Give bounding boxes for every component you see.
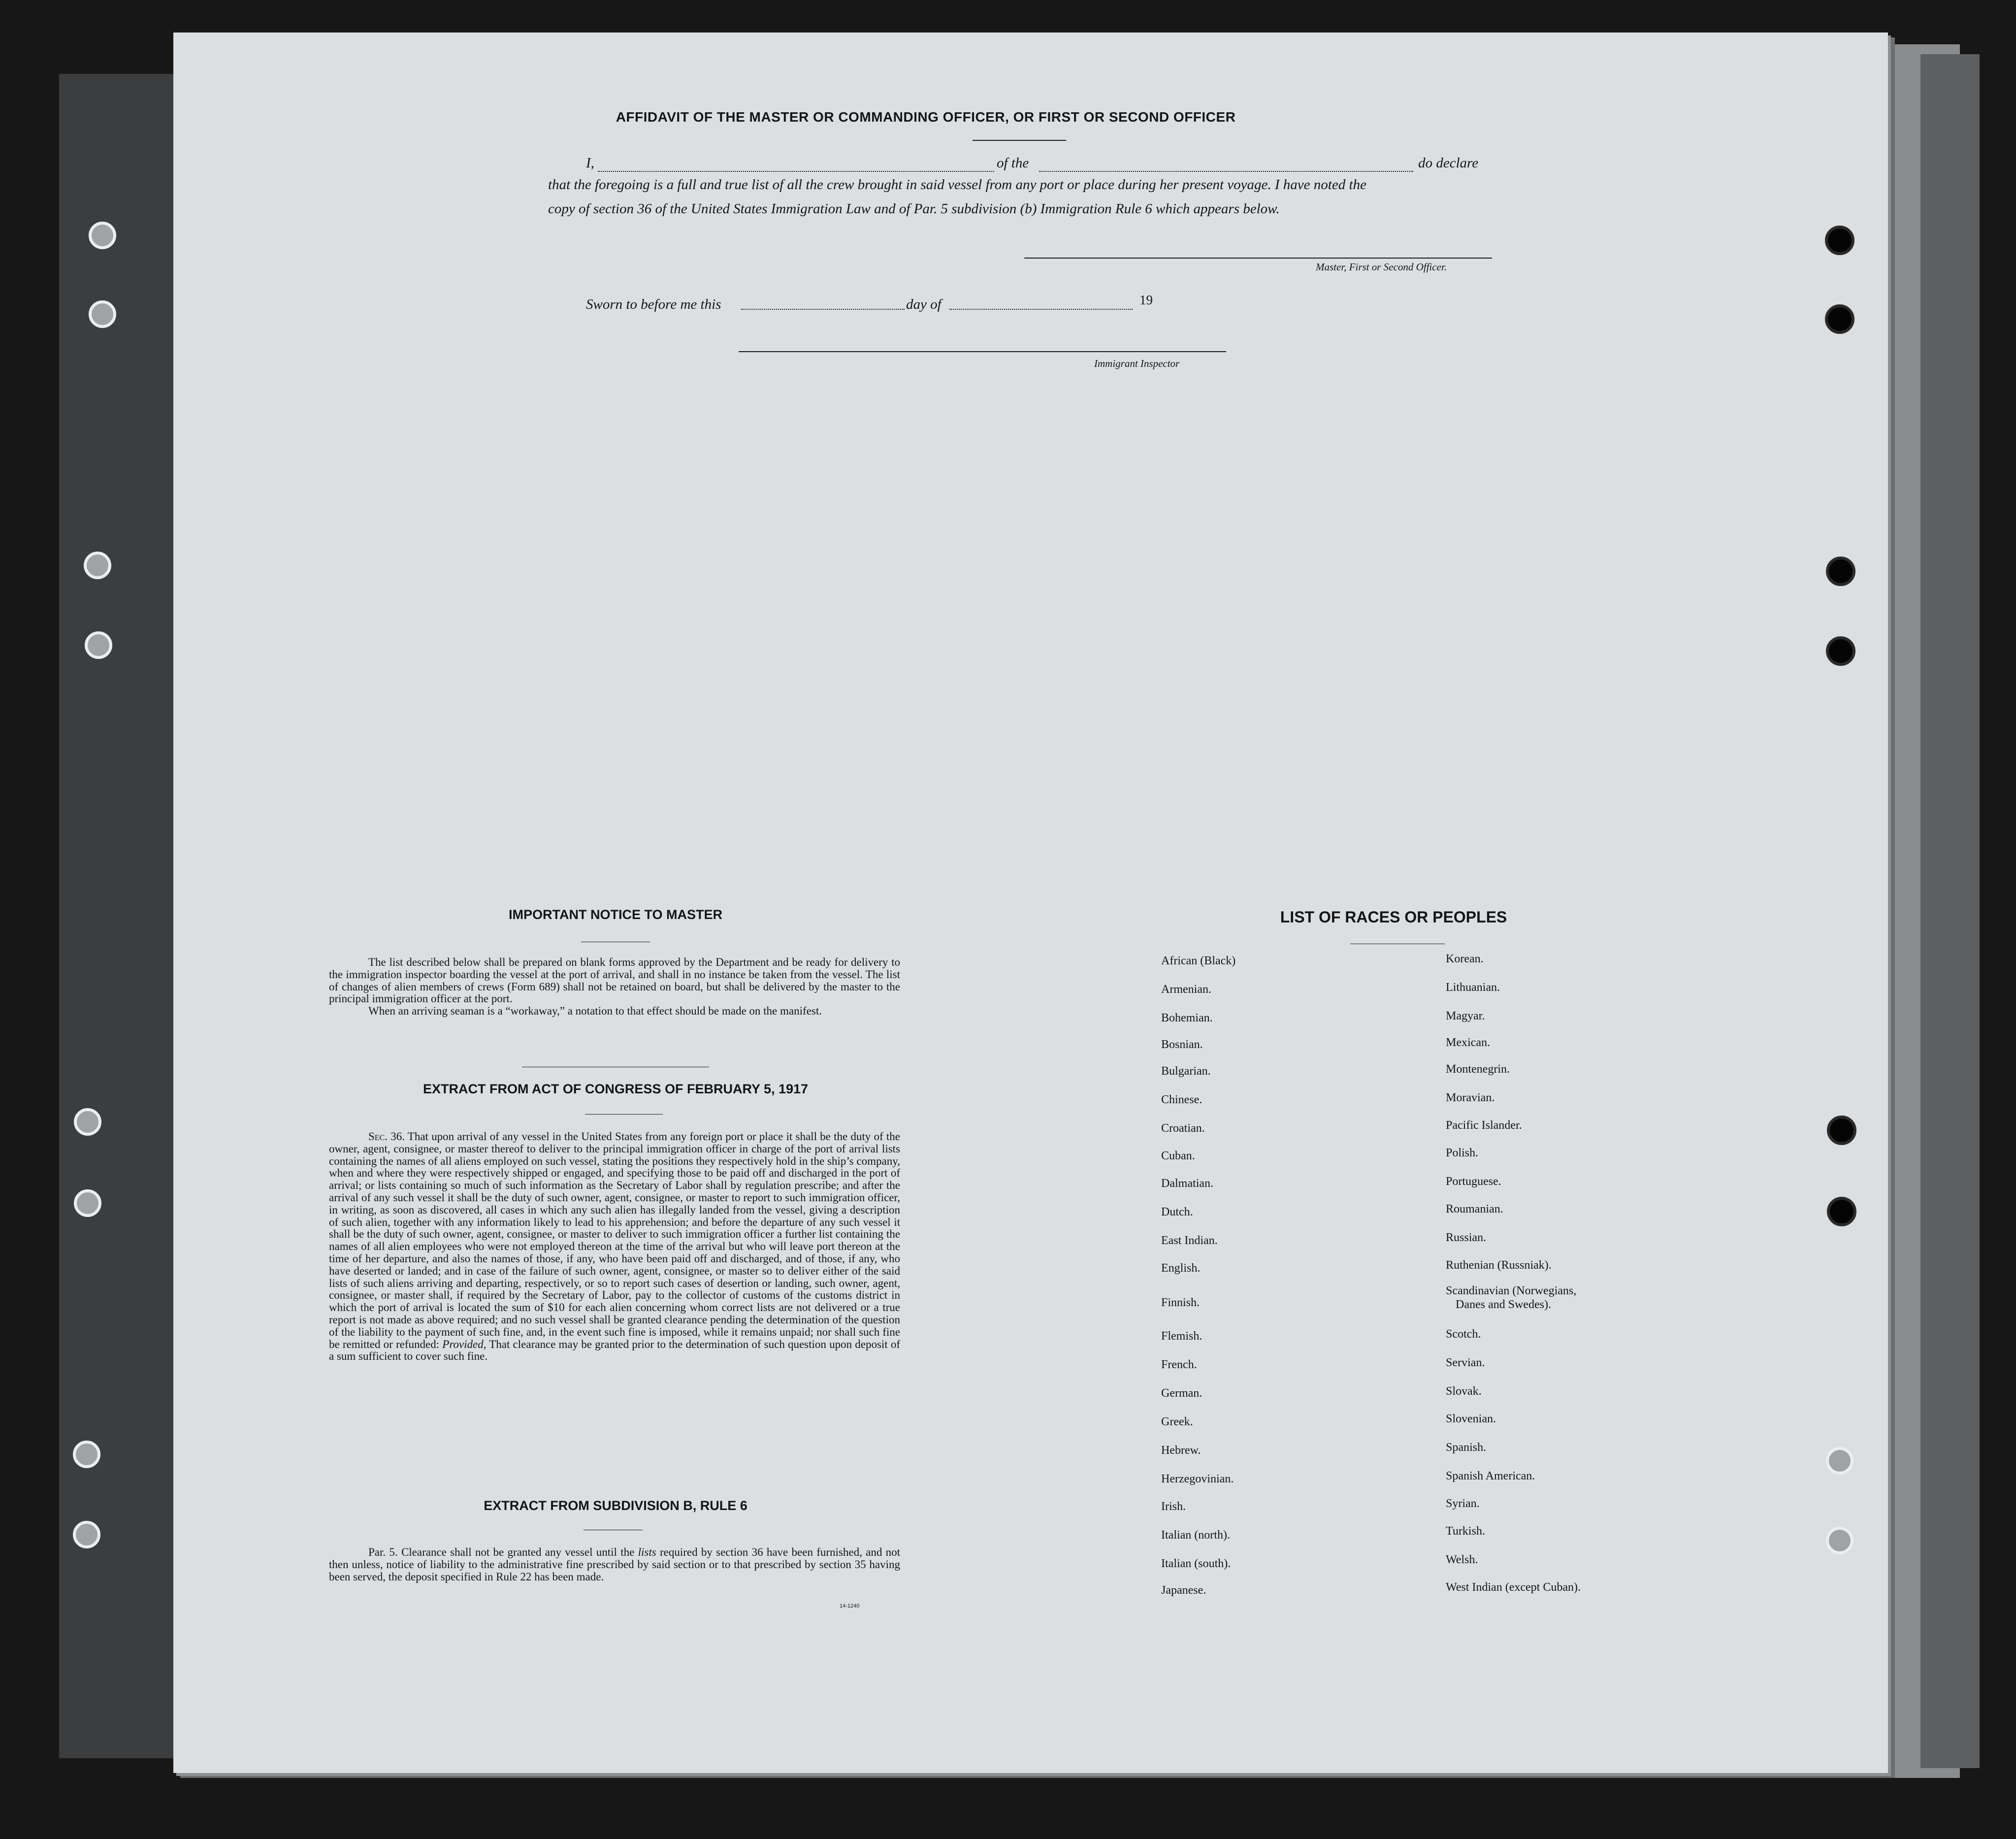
master-caption: Master, First or Second Officer. <box>1316 261 1447 273</box>
lists-word: lists <box>638 1546 656 1558</box>
race-item: Ruthenian (Russniak). <box>1446 1259 1552 1272</box>
affidavit-of-the: of the <box>997 155 1029 171</box>
race-item: Roumanian. <box>1446 1203 1503 1215</box>
vessel-blank[interactable] <box>1039 171 1413 172</box>
race-item: Servian. <box>1446 1356 1485 1369</box>
affidavit-title-rule <box>973 140 1066 141</box>
notice-paragraph-1: The list described below shall be prepared on blank forms approved by the Department and be ready for delivery to the immigration inspector boarding the vessel at the port of arrival, and shall in no instance be taken from the vessel. The list of changes of alien members of crews (Form 689) shall not be retained on board, but shall be delivered by the master to the principal immigration officer at the port. <box>329 956 900 1005</box>
binder-hole <box>74 1108 101 1136</box>
race-item: Armenian. <box>1161 983 1211 996</box>
master-signature-line[interactable] <box>1024 258 1492 259</box>
par-5-text: Par. 5. Clearance shall not be granted any vessel until the <box>368 1546 635 1558</box>
binder-hole <box>73 1521 100 1548</box>
race-item: Scandinavian (Norwegians, <box>1446 1284 1577 1297</box>
race-item: Irish. <box>1161 1500 1186 1513</box>
binder-hole <box>89 300 116 328</box>
notice-title: IMPORTANT NOTICE TO MASTER <box>509 907 722 922</box>
day-of-text: day of <box>906 296 942 312</box>
race-item: Pacific Islander. <box>1446 1119 1522 1132</box>
race-item: Turkish. <box>1446 1525 1485 1538</box>
sworn-day-blank[interactable] <box>741 309 905 310</box>
race-item: Hebrew. <box>1161 1444 1201 1457</box>
section-label: Sec. 36. <box>368 1130 405 1143</box>
affidavit-i: I, <box>586 155 594 171</box>
affidavit-line-2: that the foregoing is a full and true list of all the crew brought in said vessel from any port or place during her present voyage. I have noted the <box>548 177 1366 193</box>
binder-hole <box>1826 636 1855 666</box>
race-item: Chinese. <box>1161 1093 1203 1106</box>
binder-hole <box>1825 226 1854 255</box>
race-item: Flemish. <box>1161 1330 1203 1343</box>
section-36-end: That clearance may be granted prior to the determination of such question upon deposit of a sum sufficient to cover such fine. <box>329 1338 900 1363</box>
act-extract-rule <box>585 1114 663 1115</box>
underlying-sheet-right-edge <box>1920 54 1980 1768</box>
race-item: Bohemian. <box>1161 1012 1213 1024</box>
race-item: Cuban. <box>1161 1149 1195 1162</box>
sworn-text: Sworn to before me this <box>586 296 721 312</box>
race-item: Italian (north). <box>1161 1529 1230 1542</box>
binder-hole <box>1826 1527 1853 1554</box>
race-item: Lithuanian. <box>1446 981 1500 994</box>
affidavit-line-3: copy of section 36 of the United States Immigration Law and of Par. 5 subdivision (b) Immigration Rule 6 which appears below. <box>548 201 1280 217</box>
act-extract-body <box>329 1131 900 1363</box>
act-extract-title: EXTRACT FROM ACT OF CONGRESS OF FEBRUARY 5, 1917 <box>423 1082 809 1096</box>
race-item: Italian (south). <box>1161 1557 1231 1570</box>
notice-paragraph-2: When an arriving seaman is a “workaway,” a notation to that effect should be made on the manifest. <box>368 1005 822 1018</box>
notice-body <box>329 956 900 1018</box>
race-item: Polish. <box>1446 1147 1479 1159</box>
rule-extract-title: EXTRACT FROM SUBDIVISION B, RULE 6 <box>484 1498 748 1513</box>
race-item: Slovak. <box>1446 1385 1482 1398</box>
race-item: Portuguese. <box>1446 1175 1501 1188</box>
race-item: Japanese. <box>1161 1584 1206 1597</box>
race-item: Moravian. <box>1446 1091 1495 1104</box>
race-item: Dutch. <box>1161 1206 1193 1218</box>
binder-hole <box>74 1189 101 1217</box>
inspector-caption: Immigrant Inspector <box>1094 358 1180 369</box>
name-blank[interactable] <box>598 171 994 172</box>
race-item: West Indian (except Cuban). <box>1446 1581 1581 1594</box>
binder-hole <box>73 1441 100 1468</box>
race-item: English. <box>1161 1262 1201 1275</box>
race-item: Mexican. <box>1446 1036 1490 1049</box>
race-item: Slovenian. <box>1446 1412 1496 1425</box>
provided-word: Provided, <box>442 1338 487 1350</box>
binder-hole <box>85 631 112 659</box>
race-item: Bosnian. <box>1161 1038 1203 1051</box>
race-item: Herzegovinian. <box>1161 1473 1234 1485</box>
par-5-end: required by section 36 have been furnished, and not then unless, notice of liability to the administrative fine prescribed by said section or to that prescribed by section 35 having been served, the deposit specified in Rule 22 has been made. <box>329 1546 901 1583</box>
race-item: German. <box>1161 1387 1203 1400</box>
race-item: Finnish. <box>1161 1296 1200 1309</box>
race-item: African (Black) <box>1161 954 1236 967</box>
race-item: Spanish American. <box>1446 1470 1535 1482</box>
binder-hole <box>1825 304 1854 334</box>
binder-hole <box>1826 1447 1853 1475</box>
sworn-month-blank[interactable] <box>949 309 1133 310</box>
section-36-text: That upon arrival of any vessel in the United States from any foreign port or place it shall be the duty of the owner, agent, consignee, or master thereof to deliver to the principal immigration officer in charge of the port of arrival lists containing the names of all aliens employed on such vessel, stating the positions they respectively hold in the ship’s company, when and where they were respectively shipped or engaged, and specifying those to be paid off and discharged in the port of arrival; or lists containing so much of such information as the Secretary of Labor shall by regulation prescribe; and after the arrival of any such vessel it shall be the duty of such owner, agent, consignee, or master to report to such immigration officer, in writing, as soon as discovered, all cases in which any such alien has illegally landed from the vessel, giving a description of such alien, together with any information likely to lead to his apprehension; and before the departure of any such vessel it shall be the duty of such owner, agent, consignee, or master to deliver to such immigration officer a further list containing the names of all alien employees who were not employed thereon at the time of the arrival but who will leave port thereon at the time of her departure, and also the names of those, if any, who have been paid off and discharged, and of those, if any, who have deserted or landed; and in case of the failure of such owner, agent, consignee, or master so to deliver either of the said lists of such aliens arriving and departing, respectively, or so to report such cases of desertion or landing, such owner, agent, consignee, or master shall, if required by the Secretary of Labor, pay to the collector of customs of the customs district in which the port of arrival is located the sum of $10 for each alien concerning whom correct lists are not delivered or a true report is not made as above required; and no such vessel shall be granted clearance pending the determination of the question of the liability to the payment of such fine, and, in the event such fine is imposed, while it remains unpaid; nor shall such fine be remitted or refunded: <box>329 1130 900 1350</box>
binder-hole <box>1826 557 1855 586</box>
affidavit-title: AFFIDAVIT OF THE MASTER OR COMMANDING OFFICER, OR FIRST OR SECOND OFFICER <box>616 109 1236 125</box>
race-item: Magyar. <box>1446 1010 1485 1022</box>
races-title: LIST OF RACES OR PEOPLES <box>1280 908 1507 926</box>
form-number: 14-1240 <box>840 1603 860 1609</box>
race-item: Spanish. <box>1446 1441 1487 1454</box>
race-item: Danes and Swedes). <box>1456 1298 1551 1311</box>
binder-hole <box>89 222 116 249</box>
affidavit-declare: do declare <box>1418 155 1479 171</box>
binder-hole <box>84 552 111 579</box>
race-item: Montenegrin. <box>1446 1063 1510 1076</box>
race-item: Syrian. <box>1446 1497 1480 1510</box>
race-item: Dalmatian. <box>1161 1177 1213 1190</box>
race-item: Scotch. <box>1446 1328 1481 1341</box>
race-item: French. <box>1161 1358 1197 1371</box>
binder-hole <box>1827 1197 1856 1226</box>
year-prefix: 19 <box>1139 293 1153 307</box>
race-item: Korean. <box>1446 952 1484 965</box>
race-item: Croatian. <box>1161 1122 1205 1135</box>
race-item: Welsh. <box>1446 1553 1478 1566</box>
binder-hole <box>1827 1116 1856 1145</box>
inspector-signature-line[interactable] <box>739 351 1226 352</box>
race-item: Bulgarian. <box>1161 1065 1211 1078</box>
race-item: Russian. <box>1446 1231 1487 1244</box>
race-item: East Indian. <box>1161 1234 1218 1247</box>
race-item: Greek. <box>1161 1415 1193 1428</box>
rule-extract-body <box>329 1546 900 1583</box>
